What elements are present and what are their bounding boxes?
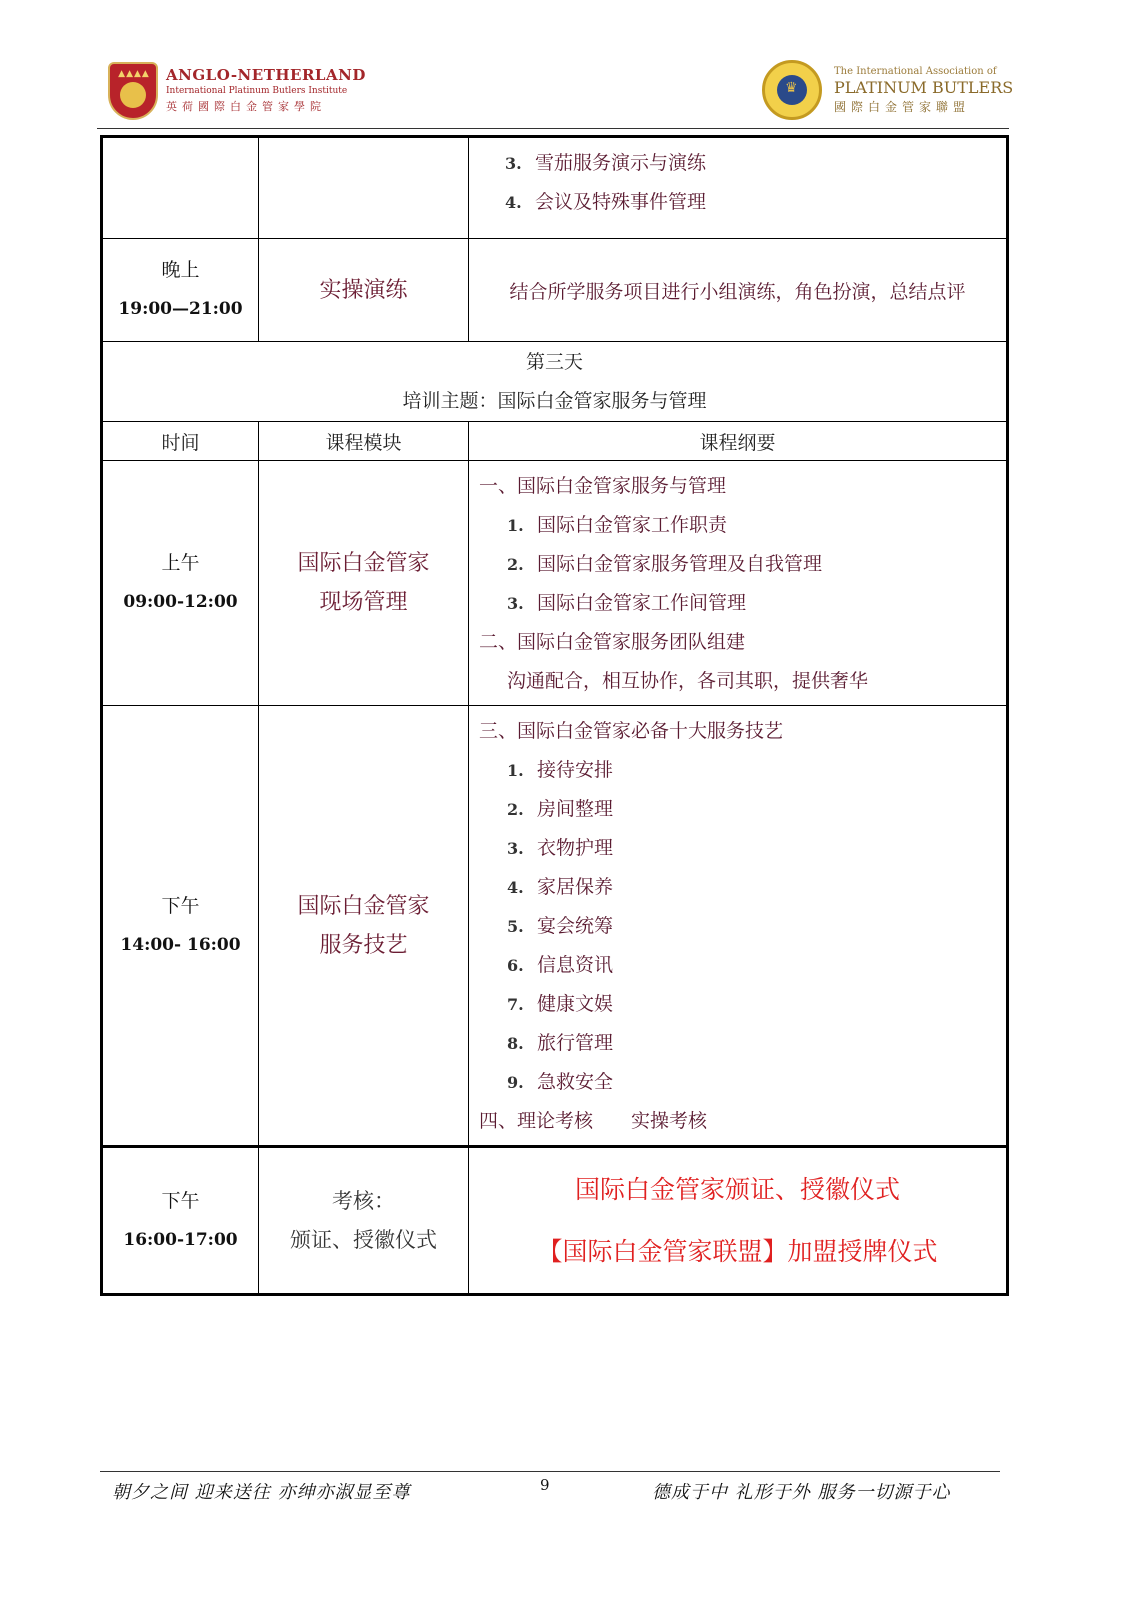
list-item <box>479 545 1006 584</box>
list-item <box>479 1063 1006 1102</box>
item-number: 1. <box>507 516 524 535</box>
module-cell <box>259 239 469 342</box>
item-number: 8. <box>507 1034 524 1053</box>
section-heading: 三、国际白金管家必备十大服务技艺 <box>479 720 784 742</box>
schedule-table <box>100 135 1009 1296</box>
ceremony-line1: 国际白金管家颁证、授徽仪式 <box>574 1174 900 1204</box>
section-heading: 四、理论考核 实操考核 <box>479 1110 708 1132</box>
table-row-morning <box>102 461 1008 706</box>
item-number: 4. <box>505 193 522 212</box>
module-cell <box>259 461 469 706</box>
item-number: 3. <box>507 594 524 613</box>
day-header-cell <box>102 342 1008 422</box>
period-label: 上午 <box>161 552 200 574</box>
item-text: 信息资讯 <box>537 954 614 976</box>
time-range: 14:00- 16:00 <box>120 934 241 955</box>
item-number: 1. <box>507 761 524 780</box>
period-label: 晚上 <box>161 259 200 281</box>
list-item <box>479 946 1006 985</box>
item-text: 宴会统筹 <box>537 915 614 937</box>
logo-left-chinese: 英荷國際白金管家學院 <box>166 100 326 113</box>
footer-motto-right: 德成于中 礼形于外 服务一切源于心 <box>652 1482 951 1503</box>
module-name-line1: 国际白金管家 <box>297 551 430 576</box>
footer-motto-left: 朝夕之间 迎来送往 亦绅亦淑显至尊 <box>112 1482 411 1503</box>
column-header-time: 时间 <box>102 422 259 461</box>
item-number: 9. <box>507 1073 524 1092</box>
ceremony-cell <box>469 1147 1008 1295</box>
time-cell <box>102 706 259 1147</box>
platinum-butlers-logo <box>762 60 1014 124</box>
time-cell <box>102 461 259 706</box>
footer-divider <box>100 1471 1000 1472</box>
module-name: 实操演练 <box>319 277 408 303</box>
logo-left-subtitle: International Platinum Butlers Institute <box>166 86 348 96</box>
column-header-outline: 课程纲要 <box>469 422 1008 461</box>
item-text: 健康文娱 <box>537 993 614 1015</box>
description-cell <box>469 239 1008 342</box>
item-text: 衣物护理 <box>537 837 614 859</box>
item-text: 国际白金管家服务管理及自我管理 <box>537 553 823 575</box>
logo-right-chinese: 國際白金管家聯盟 <box>834 100 971 114</box>
item-text: 雪茄服务演示与演练 <box>535 152 707 174</box>
anglo-netherland-logo <box>108 62 366 122</box>
association-seal-icon: ♛ <box>762 60 822 120</box>
module-cell <box>259 706 469 1147</box>
item-text: 房间整理 <box>537 798 614 820</box>
item-number: 2. <box>507 555 524 574</box>
table-header-row <box>102 422 1008 461</box>
item-text: 急救安全 <box>537 1071 614 1093</box>
table-row-ceremony <box>102 1147 1008 1295</box>
day-title: 第三天 <box>525 350 583 373</box>
item-number: 3. <box>505 154 522 173</box>
table-row-evening <box>102 239 1008 342</box>
logo-right-title: PLATINUM BUTLERS <box>834 78 1014 97</box>
outline-cell <box>469 706 1008 1147</box>
training-theme: 培训主题：国际白金管家服务与管理 <box>402 389 707 412</box>
crest-shield-icon <box>108 62 158 120</box>
list-item <box>479 907 1006 946</box>
item-number: 3. <box>507 839 524 858</box>
time-range: 19:00—21:00 <box>118 299 243 319</box>
section-heading: 一、国际白金管家服务与管理 <box>479 475 727 497</box>
outline-cell <box>469 461 1008 706</box>
item-text: 国际白金管家工作职责 <box>537 514 728 536</box>
logo-left-title: ANGLO-NETHERLAND <box>166 66 366 84</box>
module-description: 结合所学服务项目进行小组演练，角色扮演，总结点评 <box>509 280 966 303</box>
table-row-afternoon <box>102 706 1008 1147</box>
list-item <box>479 1024 1006 1063</box>
section-heading: 二、国际白金管家服务团队组建 <box>479 631 746 653</box>
list-item <box>479 829 1006 868</box>
time-cell <box>102 239 259 342</box>
item-number: 5. <box>507 917 524 936</box>
list-item <box>479 584 1006 623</box>
list-item <box>479 506 1006 545</box>
page-header <box>0 0 1135 140</box>
item-text: 旅行管理 <box>537 1032 614 1054</box>
item-text: 家居保养 <box>537 876 614 898</box>
outline-cell <box>469 137 1008 239</box>
period-label: 下午 <box>161 894 200 917</box>
ceremony-line2: 【国际白金管家联盟】加盟授牌仪式 <box>537 1236 938 1266</box>
module-name-line2: 服务技艺 <box>319 932 408 958</box>
section-text: 沟通配合，相互协作，各司其职，提供奢华 <box>507 670 869 692</box>
header-divider <box>97 128 1009 129</box>
list-item <box>469 183 1006 222</box>
empty-time-cell <box>102 137 259 239</box>
list-item <box>479 868 1006 907</box>
period-label: 下午 <box>161 1189 200 1212</box>
module-name-line1: 国际白金管家 <box>297 893 430 919</box>
module-name-line2: 颁证、授徽仪式 <box>290 1227 437 1252</box>
item-number: 2. <box>507 800 524 819</box>
item-text: 接待安排 <box>537 759 614 781</box>
time-range: 16:00-17:00 <box>123 1229 238 1250</box>
table-row-day-header <box>102 342 1008 422</box>
item-text: 会议及特殊事件管理 <box>535 191 707 213</box>
column-header-module: 课程模块 <box>259 422 469 461</box>
page-number: 9 <box>540 1476 550 1494</box>
list-item <box>479 985 1006 1024</box>
item-text: 国际白金管家工作间管理 <box>537 592 747 614</box>
empty-module-cell <box>259 137 469 239</box>
item-number: 4. <box>507 878 524 897</box>
module-cell <box>259 1147 469 1295</box>
list-item <box>479 790 1006 829</box>
time-range: 09:00-12:00 <box>123 592 238 612</box>
logo-right-top: The International Association of <box>834 66 997 77</box>
crowns-icon: ▲▲▲▲ <box>118 69 150 79</box>
item-number: 7. <box>507 995 524 1014</box>
module-name-line1: 考核： <box>332 1188 395 1213</box>
item-number: 6. <box>507 956 524 975</box>
table-row <box>102 137 1008 239</box>
list-item <box>479 751 1006 790</box>
time-cell <box>102 1147 259 1295</box>
list-item <box>469 144 1006 183</box>
module-name-line2: 现场管理 <box>319 590 408 615</box>
